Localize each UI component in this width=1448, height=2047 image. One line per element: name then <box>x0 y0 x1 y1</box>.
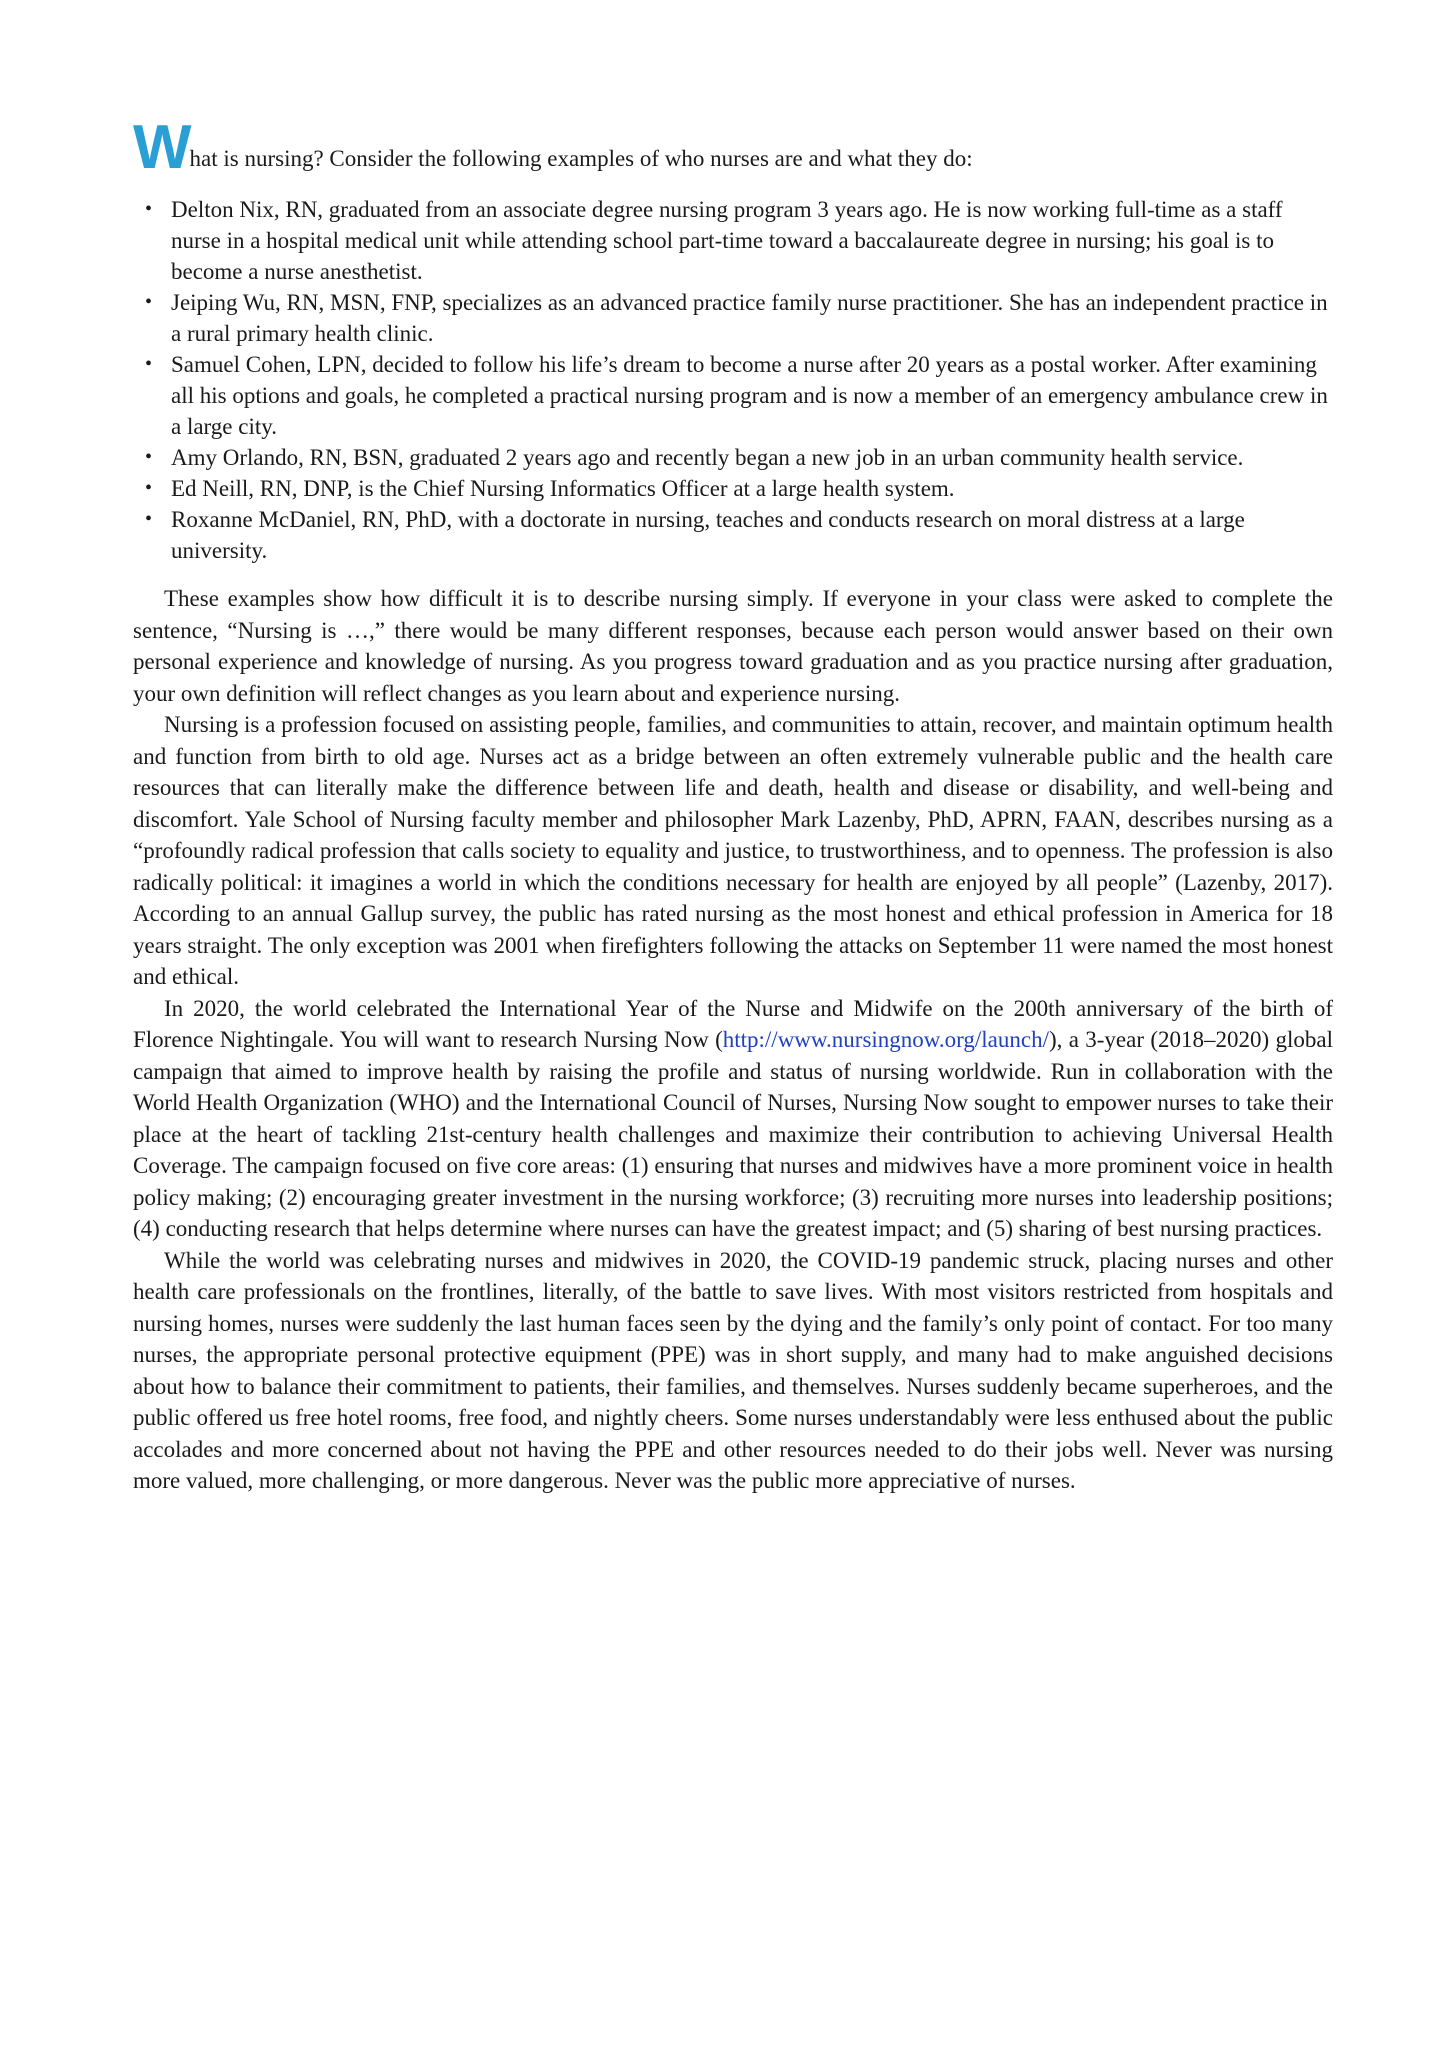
intro-paragraph <box>133 113 1333 182</box>
list-item-text: Jeiping Wu, RN, MSN, FNP, specializes as an advanced practice family nurse practitioner. She has an independent practice in a rural primary health clinic. <box>171 290 1328 346</box>
list-item <box>145 504 1333 566</box>
paragraph-text: In 2020, the world celebrated the International Year of the Nurse and Midwife on the 200th anniversary of the birth of Florence Nightingale. You will want to research Nursing Now ( <box>133 995 1333 1052</box>
nurse-examples-list <box>133 194 1333 566</box>
paragraph-text: ), a 3-year (2018–2020) global campaign that aimed to improve health by raising the profile and status of nursing worldwide. Run in collaboration with the World Health Organization (WHO) and the International Council of Nurses, Nursing Now sought to empower nurses to take their place at the heart of tackling 21st-century health challenges and maximize their contribution to achieving Universal Health Coverage. The campaign focused on five core areas: (1) ensuring that nurses and midwives have a more prominent voice in health policy making; (2) encouraging greater investment in the nursing workforce; (3) recruiting more nurses into leadership positions; (4) conducting research that helps determine where nurses can have the greatest impact; and (5) sharing of best nursing practices. <box>133 1027 1333 1241</box>
intro-text: hat is nursing? Consider the following examples of who nurses are and what they do: <box>189 146 973 171</box>
list-item <box>145 194 1333 287</box>
bullet-icon: • <box>145 477 153 499</box>
list-item <box>145 287 1333 349</box>
paragraph-nursing-definition: Nursing is a profession focused on assisting people, families, and communities to attain, recover, and maintain optimum health and function from birth to old age. Nurses act as a bridge between an often extremely vulnerable public and the health care resources that can literally make the difference between life and death, health and disease or disability, and well-being and discomfort. Yale School of Nursing faculty member and philosopher Mark Lazenby, PhD, APRN, FAAN, describes nursing as a “profoundly radical profession that calls society to equality and justice, to trustworthiness, and to openness. The profession is also radically political: it imagines a world in which the conditions necessary for health are enjoyed by all people” (Lazenby, 2017). According to an annual Gallup survey, the public has rated nursing as the most honest and ethical profession in America for 18 years straight. The only exception was 2001 when firefighters following the attacks on September 11 were named the most honest and ethical. <box>133 712 1333 989</box>
bullet-icon: • <box>145 508 153 530</box>
bullet-icon: • <box>145 198 153 220</box>
list-item-text: Roxanne McDaniel, RN, PhD, with a doctorate in nursing, teaches and conducts research on moral distress at a large university. <box>171 507 1245 563</box>
list-item-text: Amy Orlando, RN, BSN, graduated 2 years ago and recently began a new job in an urban community health service. <box>171 445 1244 470</box>
bullet-icon: • <box>145 446 153 468</box>
paragraph-covid: While the world was celebrating nurses and midwives in 2020, the COVID-19 pandemic struck, placing nurses and other health care professionals on the frontlines, literally, of the battle to save lives. With most visitors restricted from hospitals and nursing homes, nurses were suddenly the last human faces seen by the dying and the family’s only point of contact. For too many nurses, the appropriate personal protective equipment (PPE) was in short supply, and many had to make anguished decisions about how to balance their commitment to patients, their families, and themselves. Nurses suddenly became superheroes, and the public offered us free hotel rooms, free food, and nightly cheers. Some nurses understandably were less enthused about the public accolades and more concerned about not having the PPE and other resources needed to do their jobs well. Never was nursing more valued, more challenging, or more dangerous. Never was the public more appreciative of nurses. <box>133 1247 1333 1493</box>
body-text <box>133 583 1333 1497</box>
drop-cap: W <box>133 113 190 182</box>
list-item <box>145 442 1333 473</box>
list-item-text: Delton Nix, RN, graduated from an associate degree nursing program 3 years ago. He is now working full-time as a staff nurse in a hospital medical unit while attending school part-time toward a baccalaureate degree in nursing; his goal is to become a nurse anesthetist. <box>171 197 1283 284</box>
list-item-text: Ed Neill, RN, DNP, is the Chief Nursing Informatics Officer at a large health system. <box>171 476 955 501</box>
bullet-icon: • <box>145 353 153 375</box>
list-item-text: Samuel Cohen, LPN, decided to follow his life’s dream to become a nurse after 20 years as a postal worker. After examining all his options and goals, he completed a practical nursing program and is now a member of an emergency ambulance crew in a large city. <box>171 352 1328 439</box>
bullet-icon: • <box>145 291 153 313</box>
paragraph-nursing-now <box>133 993 1333 1245</box>
paragraph-examples-summary: These examples show how difficult it is to describe nursing simply. If everyone in your class were asked to complete the sentence, “Nursing is …,” there would be many different responses, because each person would answer based on their own personal experience and knowledge of nursing. As you progress toward graduation and as you practice nursing after graduation, your own definition will reflect changes as you learn about and experience nursing. <box>133 586 1333 706</box>
list-item <box>145 473 1333 504</box>
page-content <box>133 113 1333 1497</box>
list-item <box>145 349 1333 442</box>
nursing-now-link[interactable]: http://www.nursingnow.org/launch/ <box>722 1027 1049 1052</box>
